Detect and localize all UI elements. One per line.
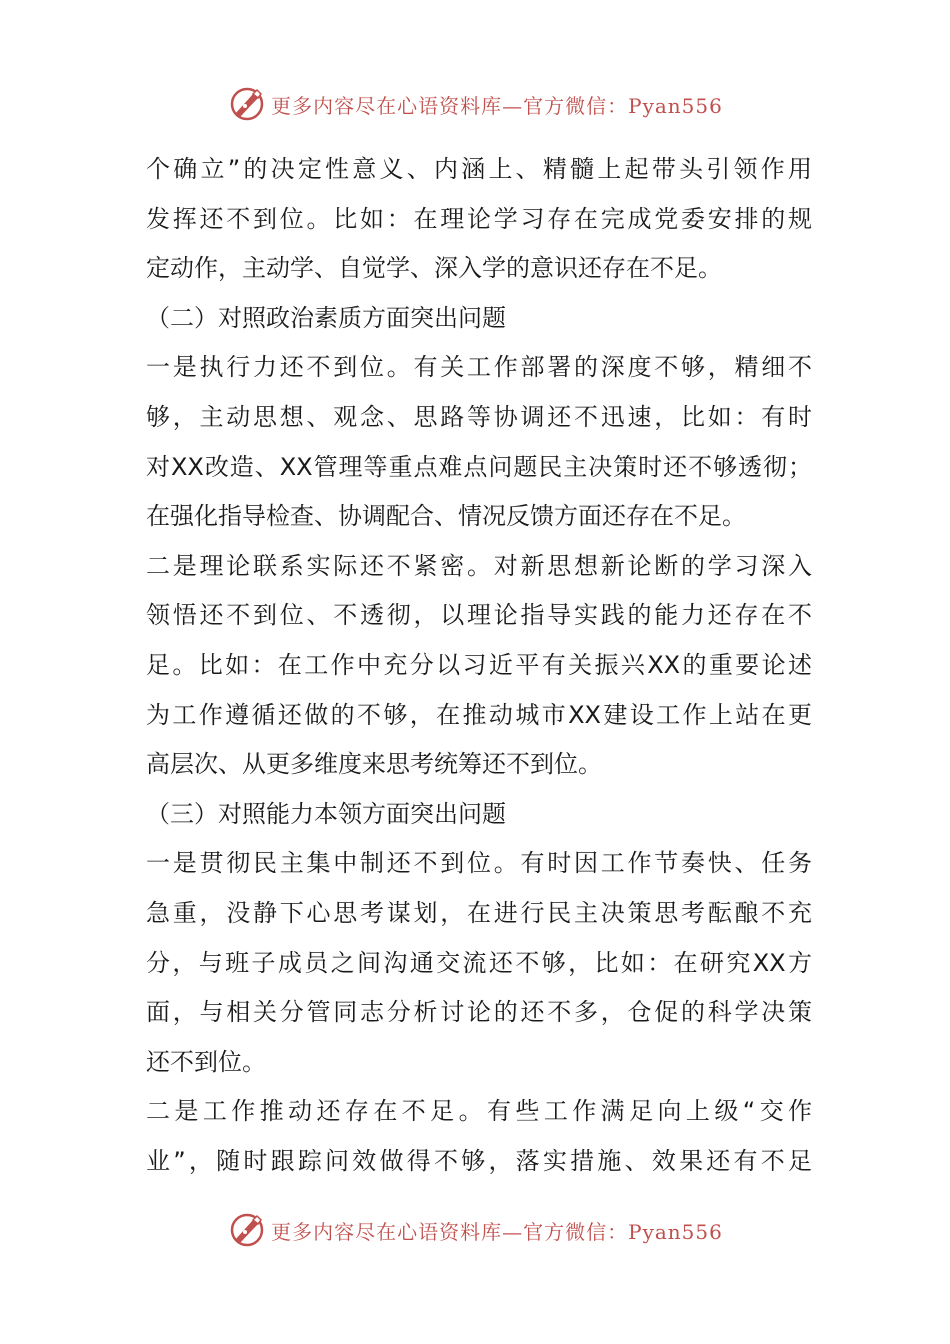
- text-line: 足。比如：在工作中充分以习近平有关振兴XX的重要论述: [146, 650, 812, 679]
- text-line: 对XX改造、XX管理等重点难点问题民主决策时还不够透彻；: [146, 452, 812, 481]
- text-line: 急重，没静下心思考谋划，在进行民主决策思考酝酿不充: [146, 898, 812, 927]
- text-line: 二是理论联系实际还不紧密。对新思想新论断的学习深入: [146, 551, 812, 580]
- text-line: 够，主动思想、观念、思路等协调还不迅速，比如：有时: [146, 402, 812, 431]
- text-line: 领悟还不到位、不透彻，以理论指导实践的能力还存在不: [146, 601, 812, 630]
- footer-watermark-banner: [0, 1208, 950, 1252]
- text-line: 定动作，主动学、自觉学、深入学的意识还存在不足。: [146, 254, 722, 283]
- text-line: 高层次、从更多维度来思考统筹还不到位。: [146, 750, 602, 779]
- text-line: 发挥还不到位。比如：在理论学习存在完成党委安排的规: [146, 204, 812, 233]
- text-line: 业”，随时跟踪问效做得不够，落实措施、效果还有不足: [146, 1146, 812, 1175]
- text-line: （二）对照政治素质方面突出问题: [146, 303, 506, 332]
- text-line: （三）对照能力本领方面突出问题: [146, 799, 506, 828]
- text-line: 还不到位。: [146, 1047, 266, 1076]
- pen-nib-logo-icon: [227, 84, 267, 124]
- text-line: 分，与班子成员之间沟通交流还不够，比如：在研究XX方: [146, 948, 812, 977]
- text-line: 个确立”的决定性意义、内涵上、精髓上起带头引领作用: [146, 155, 812, 183]
- text-line: 二是工作推动还存在不足。有些工作满足向上级“交作: [146, 1097, 812, 1126]
- text-line: 一是贯彻民主集中制还不到位。有时因工作节奏快、任务: [146, 849, 812, 878]
- document-body: [146, 145, 812, 1186]
- watermark-text: 更多内容尽在心语资料库—官方微信：Pyan556: [271, 93, 723, 118]
- pen-nib-logo-icon: [227, 1210, 267, 1250]
- header-watermark-banner: [0, 82, 950, 126]
- text-line: 在强化指导检查、协调配合、情况反馈方面还存在不足。: [146, 502, 746, 531]
- text-line: 为工作遵循还做的不够，在推动城市XX建设工作上站在更: [146, 700, 812, 729]
- text-line: 一是执行力还不到位。有关工作部署的深度不够，精细不: [146, 353, 812, 382]
- text-line: 面，与相关分管同志分析讨论的还不多，仓促的科学决策: [146, 998, 812, 1027]
- watermark-text: 更多内容尽在心语资料库—官方微信：Pyan556: [271, 1219, 723, 1244]
